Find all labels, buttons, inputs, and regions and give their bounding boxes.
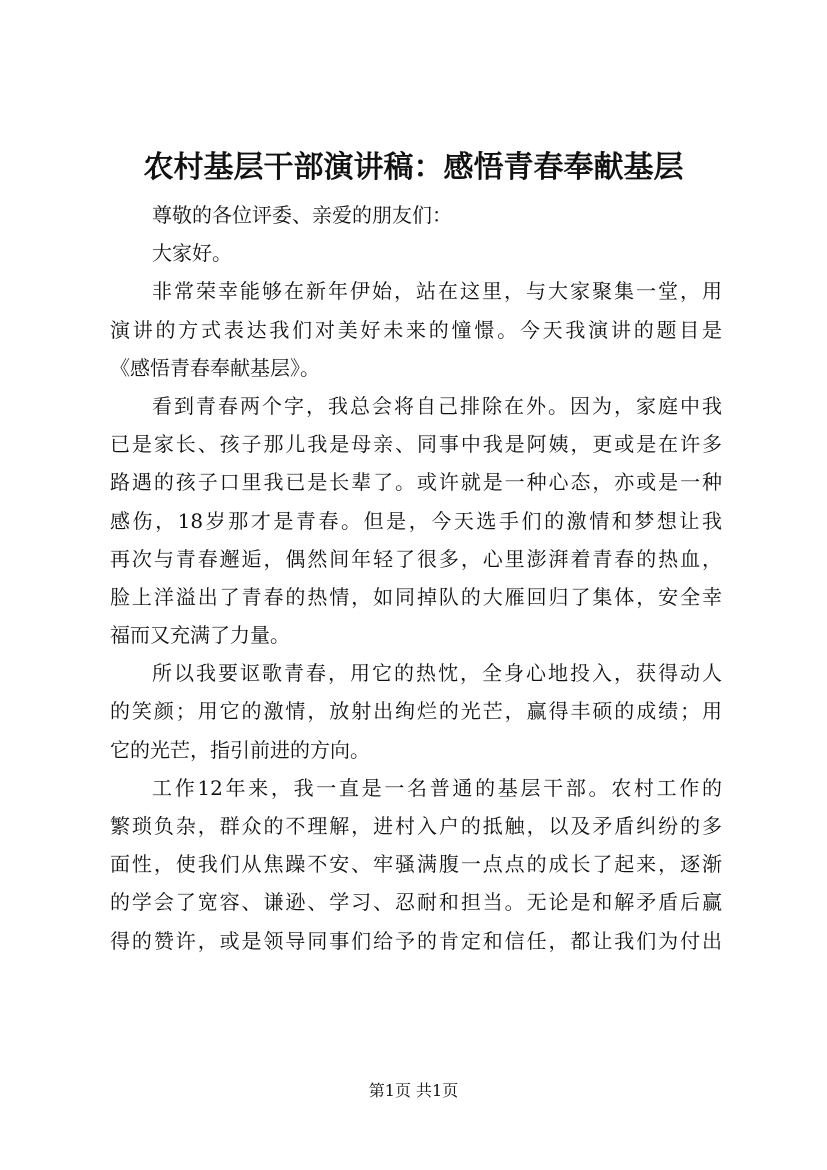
- paragraph-2-line-4: 感伤，18岁那才是青春。但是，今天选手们的激情和梦想让我: [110, 508, 722, 533]
- paragraph-1-line-2: 演讲的方式表达我们对美好未来的憧憬。今天我演讲的题目是: [110, 317, 722, 342]
- paragraph-2-line-3: 路遇的孩子口里我已是长辈了。或许就是一种心态，亦或是一种: [110, 470, 722, 495]
- page-number-footer: 第1页 共1页: [368, 1081, 459, 1100]
- paragraph-2-line-7: 福而又充满了力量。: [110, 623, 290, 648]
- paragraph-1-line-1: 非常荣幸能够在新年伊始，站在这里，与大家聚集一堂，用: [152, 279, 722, 304]
- paragraph-4-line-3: 面性，使我们从焦躁不安、牢骚满腹一点点的成长了起来，逐渐: [110, 852, 722, 877]
- paragraph-4-line-5: 得的赞许，或是领导同事们给予的肯定和信任，都让我们为付出: [110, 928, 722, 953]
- paragraph-3-line-3: 它的光芒，指引前进的方向。: [110, 737, 370, 762]
- paragraph-3-line-2: 的笑颜；用它的激情，放射出绚烂的光芒，赢得丰硕的成绩；用: [110, 699, 722, 724]
- paragraph-4-line-2: 繁琐负杂，群众的不理解，进村入户的抵触，以及矛盾纠纷的多: [110, 814, 722, 838]
- document-title: 农村基层干部演讲稿：感悟青春奉献基层: [143, 150, 684, 185]
- greeting-line: 大家好。: [152, 241, 232, 266]
- paragraph-1-line-3: 《感悟青春奉献基层》。: [110, 355, 320, 380]
- document-body: [110, 196, 722, 960]
- paragraph-2-line-5: 再次与青春邂逅，偶然间年轻了很多，心里澎湃着青春的热血，: [110, 546, 722, 571]
- paragraph-2-line-6: 脸上洋溢出了青春的热情，如同掉队的大雁回归了集体，安全幸: [110, 584, 722, 609]
- salutation-line: 尊敬的各位评委、亲爱的朋友们：: [152, 203, 452, 227]
- paragraph-2-line-1: 看到青春两个字，我总会将自己排除在外。因为，家庭中我: [152, 393, 722, 418]
- paragraph-2-line-2: 已是家长、孩子那儿我是母亲、同事中我是阿姨，更或是在许多: [110, 432, 722, 457]
- paragraph-4-line-1: 工作12年来，我一直是一名普通的基层干部。农村工作的: [152, 775, 722, 800]
- paragraph-4-line-4: 的学会了宽容、谦逊、学习、忍耐和担当。无论是和解矛盾后赢: [110, 890, 722, 915]
- paragraph-3-line-1: 所以我要讴歌青春，用它的热忱，全身心地投入，获得动人: [152, 661, 722, 686]
